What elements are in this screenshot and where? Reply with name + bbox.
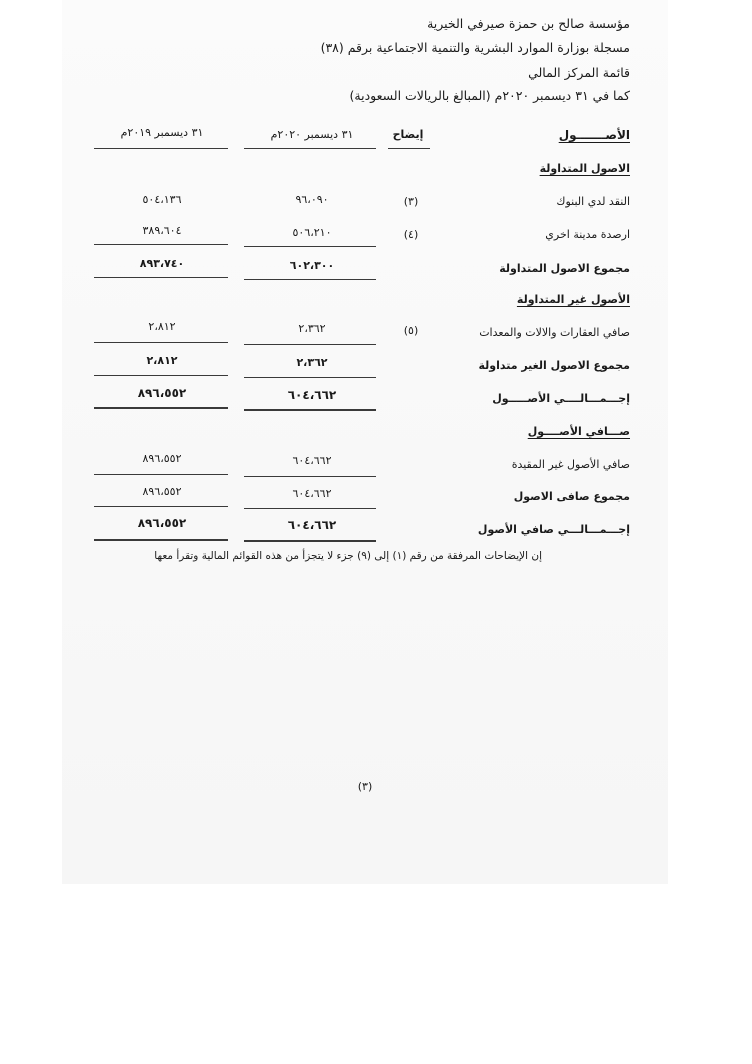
row-value-2019: ٣٨٩،٦٠٤ <box>142 224 182 237</box>
rule <box>244 279 376 280</box>
row-value-2020: ٦٠٤،٦٦٢ <box>292 454 332 467</box>
total-assets-2019: ٨٩٦،٥٥٢ <box>137 386 187 400</box>
year-2020-header: ٣١ ديسمبر ٢٠٢٠م <box>270 128 354 141</box>
non-current-assets-total-2020: ٢،٣٦٢ <box>296 356 328 369</box>
rule <box>244 246 376 247</box>
double-rule <box>244 540 376 542</box>
row-label: النقد لدي البنوك <box>556 195 630 208</box>
net-assets-total-2020: ٦٠٤،٦٦٢ <box>292 487 332 500</box>
row-value-2020: ٩٦،٠٩٠ <box>295 193 329 206</box>
total-assets-2020: ٦٠٤،٦٦٢ <box>287 388 337 402</box>
rule <box>244 377 376 378</box>
note-column-header: إيضاح <box>392 128 424 141</box>
row-note: (٤) <box>403 228 419 241</box>
row-label: صافي العقارات والالات والمعدات <box>479 326 630 339</box>
rule <box>244 344 376 345</box>
statement-date: كما في ٣١ ديسمبر ٢٠٢٠م (المبالغ بالريالات السعودية) <box>349 88 630 103</box>
double-rule <box>94 539 228 541</box>
header-rule-2020 <box>244 148 376 149</box>
rule <box>94 474 228 475</box>
double-rule <box>244 409 376 411</box>
current-assets-total-2020: ٦٠٢،٣٠٠ <box>289 259 335 272</box>
rule <box>244 508 376 509</box>
net-assets-total-2019: ٨٩٦،٥٥٢ <box>142 485 182 498</box>
current-assets-total-2019: ٨٩٣،٧٤٠ <box>139 257 185 270</box>
header-rule-2019 <box>94 148 228 149</box>
row-note: (٣) <box>403 195 419 208</box>
net-assets-total-label: مجموع صافى الاصول <box>513 490 630 503</box>
net-assets-grand-total-2019: ٨٩٦،٥٥٢ <box>137 516 187 530</box>
page-number: (٣) <box>357 780 373 793</box>
net-assets-grand-total-2020: ٦٠٤،٦٦٢ <box>287 518 337 532</box>
rule <box>94 375 228 376</box>
row-value-2019: ٨٩٦،٥٥٢ <box>142 452 182 465</box>
non-current-assets-total-2019: ٢،٨١٢ <box>146 354 178 367</box>
non-current-assets-title: الأصول غير المتداولة <box>516 293 630 306</box>
current-assets-title: الاصول المتداولة <box>539 162 630 175</box>
non-current-assets-total-label: مجموع الاصول الغير متداولة <box>478 359 630 372</box>
row-note: (٥) <box>403 324 419 337</box>
rule <box>94 506 228 507</box>
registration-line: مسجلة بوزارة الموارد البشرية والتنمية الاجتماعية برقم (٣٨) <box>320 40 630 55</box>
row-value-2020: ٥٠٦،٢١٠ <box>292 226 332 239</box>
row-value-2019: ٥٠٤،١٣٦ <box>142 193 182 206</box>
header-rule-note <box>388 148 430 149</box>
double-rule <box>94 407 228 409</box>
row-label: صافي الأصول غير المقيدة <box>511 458 630 471</box>
rule <box>94 342 228 343</box>
rule <box>94 277 228 278</box>
row-value-2019: ٢،٨١٢ <box>148 320 176 333</box>
net-assets-grand-total-label: إجـــمـــالـــي صافي الأصول <box>477 523 630 536</box>
org-name: مؤسسة صالح بن حمزة صيرفي الخيرية <box>427 16 630 31</box>
net-assets-title: صـــافي الأصــــول <box>527 425 630 438</box>
total-assets-label: إجـــمـــالــــي الأصـــــول <box>492 392 630 405</box>
disclaimer-note: إن الإيضاحات المرفقة من رقم (١) إلى (٩) جزء لا يتجزأ من هذه القوائم المالية وتقرأ معها <box>154 550 542 562</box>
row-value-2020: ٢،٣٦٢ <box>298 322 326 335</box>
rule <box>94 244 228 245</box>
row-label: ارصدة مدينة اخري <box>545 228 630 241</box>
assets-column-header: الأصـــــــول <box>558 128 630 142</box>
rule <box>244 476 376 477</box>
statement-title: قائمة المركز المالي <box>528 65 630 80</box>
year-2019-header: ٣١ ديسمبر ٢٠١٩م <box>120 126 204 139</box>
current-assets-total-label: مجموع الاصول المتداولة <box>499 262 630 275</box>
